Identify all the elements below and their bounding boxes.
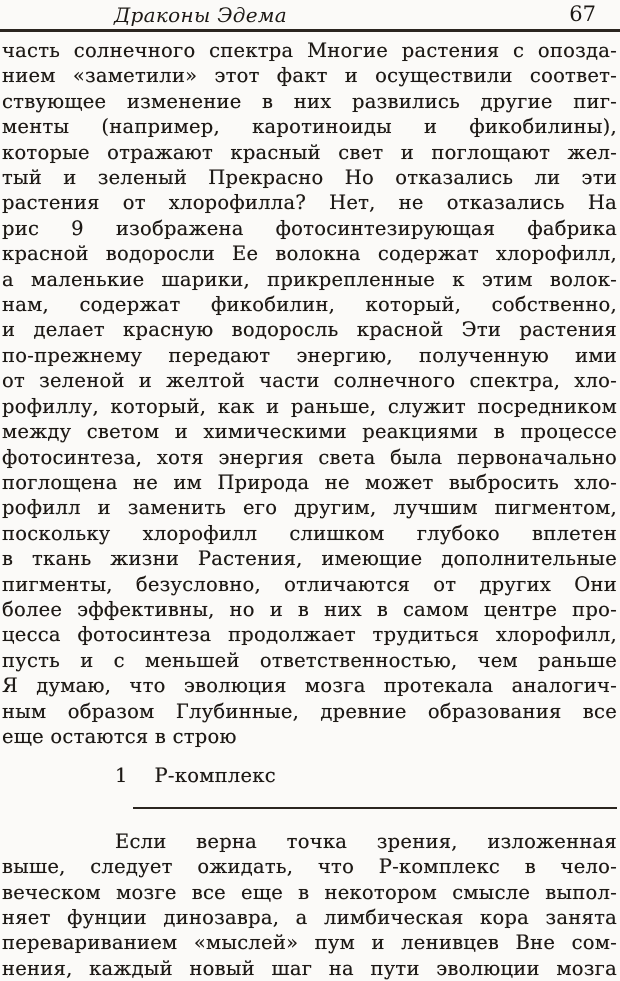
- paragraph-r-complex: [2, 829, 617, 981]
- text-line: поскольку хлорофилл слишком глубоко вплетен: [2, 521, 617, 545]
- text-line: в ткань жизни Растения, имеющие дополнительные: [2, 547, 617, 571]
- text-line: рофиллу, который, как и раньше, служит посредником: [2, 394, 617, 418]
- text-line: более эффективны, но и в них в самом центре про-: [2, 597, 617, 621]
- text-line: ствующее изменение в них развились другие пиг-: [2, 89, 617, 113]
- text-line: нам, содержат фикобилин, который, собственно,: [2, 293, 617, 317]
- text-line: пусть и с меньшей ответственностью, чем раньше: [2, 648, 617, 672]
- text-line: от зеленой и желтой части солнечного спектра, хло-: [2, 369, 617, 393]
- text-line: нием «заметили» этот факт и осуществили соответ-: [2, 64, 617, 88]
- text-line: Я думаю, что эволюция мозга протекала аналогич-: [2, 674, 617, 698]
- text-line: перевариванием «мыслей» пум и ленивцев Вне сом-: [2, 931, 617, 955]
- text-line: Если верна точка зрения, изложенная: [115, 829, 617, 853]
- header-rule: [0, 29, 620, 32]
- text-line: красной водоросли Ее волокна содержат хлорофилл,: [2, 242, 617, 266]
- section-heading: 1 Р-комплекс: [115, 764, 276, 788]
- text-line: рофилл и заменить его другим, лучшим пигментом,: [2, 496, 617, 520]
- text-line: менты (например, каротиноиды и фикобилины),: [2, 115, 617, 139]
- text-line: по-прежнему передают энергию, полученную ими: [2, 343, 617, 367]
- text-line: еще остаются в строю: [2, 724, 237, 748]
- page-header: [2, 0, 617, 29]
- section-divider-rule: [133, 807, 617, 809]
- text-line: которые отражают красный свет и поглощают жел-: [2, 140, 617, 164]
- running-title: Драконы Эдема: [114, 3, 288, 27]
- text-line: часть солнечного спектра Многие растения с опозда-: [2, 39, 617, 62]
- text-line: тый и зеленый Прекрасно Но отказались ли эти: [2, 166, 617, 190]
- paragraph-continued: [2, 38, 617, 749]
- page-number: 67: [569, 2, 596, 26]
- text-line: выше, следует ожидать, что Р-комплекс в чело-: [2, 855, 617, 879]
- text-line: и делает красную водоросль красной Эти растения: [2, 318, 617, 342]
- text-line: няет фунции динозавра, а лимбическая кора занята: [2, 906, 617, 929]
- text-line: между светом и химическими реакциями в процессе: [2, 420, 617, 444]
- text-line: пигменты, безусловно, отличаются от других Они: [2, 572, 617, 596]
- text-line: нения, каждый новый шаг на пути эволюции мозга: [2, 956, 617, 980]
- text-line: веческом мозге все еще в некотором смысле выпол-: [2, 880, 617, 904]
- text-line: цесса фотосинтеза продолжает трудиться хлорофилл,: [2, 623, 617, 647]
- text-line: поглощена не им Природа не может выбросить хло-: [2, 470, 617, 494]
- text-line: ным образом Глубинные, древние образования все: [2, 699, 617, 723]
- text-line: а маленькие шарики, прикрепленные к этим волок-: [2, 267, 617, 291]
- text-line: рис 9 изображена фотосинтезирующая фабрика: [2, 216, 617, 240]
- text-line: фотосинтеза, хотя энергия света была первоначально: [2, 445, 617, 469]
- text-line: растения от хлорофилла? Нет, не отказались На: [2, 191, 617, 215]
